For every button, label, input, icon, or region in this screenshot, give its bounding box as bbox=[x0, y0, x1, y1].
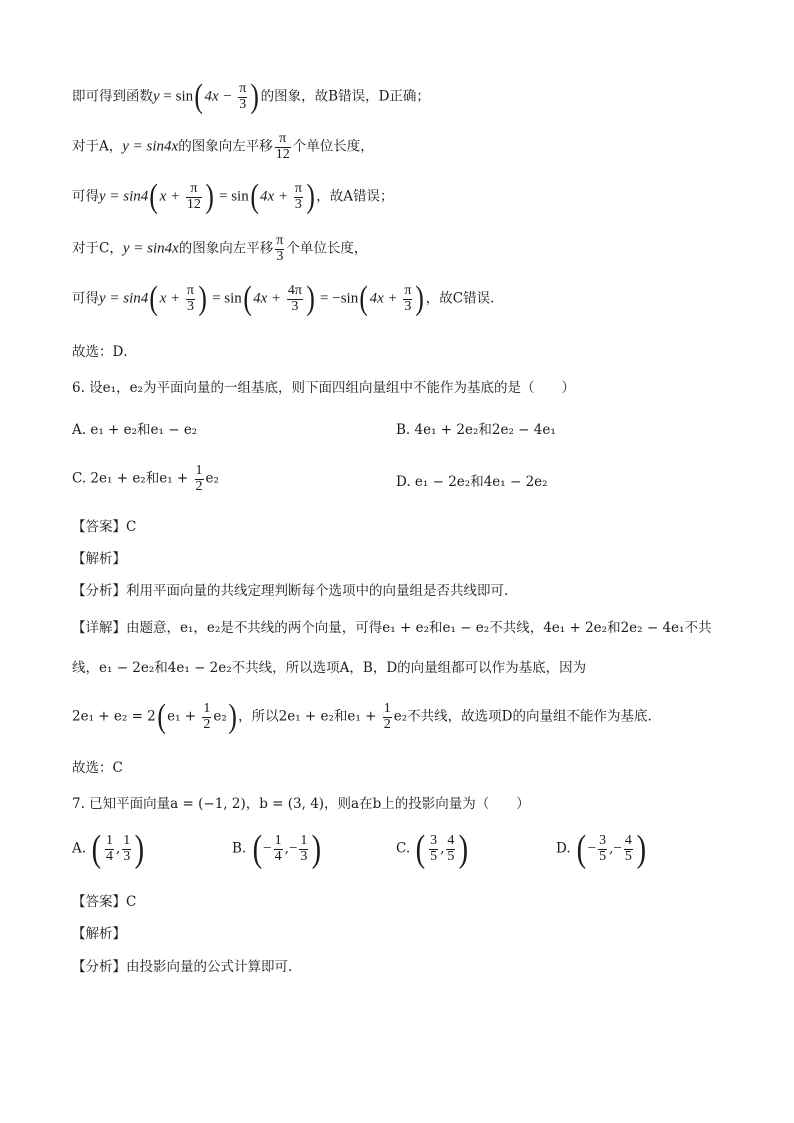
fraction: $\frac{\pi}{12}$ bbox=[186, 180, 201, 212]
solution-conclusion: 故选：D． bbox=[72, 344, 137, 360]
q6-option-c bbox=[72, 464, 219, 494]
text: 的图象，故B错误，D正确； bbox=[260, 88, 430, 105]
option-label: C. bbox=[396, 840, 411, 857]
option-label: A. bbox=[72, 840, 87, 857]
math: y = sin4x bbox=[122, 138, 179, 155]
fraction: $\frac{1}{2}$ bbox=[203, 700, 211, 732]
q7-fenxi: 【分析】由投影向量的公式计算即可. bbox=[72, 959, 293, 975]
math: e₁ + bbox=[167, 708, 201, 725]
fraction: $\frac{4\pi}{3}$ bbox=[287, 282, 302, 314]
math: 2e₁ + e₂ = 2 bbox=[72, 708, 156, 725]
text: 可得 bbox=[72, 290, 99, 307]
text: 的图象向左平移 bbox=[178, 240, 274, 257]
math: y = sin4 bbox=[99, 290, 149, 307]
text: 对于A， bbox=[72, 138, 123, 155]
q6-fenxi: 【分析】利用平面向量的共线定理判断每个选项中的向量组是否共线即可. bbox=[72, 583, 509, 599]
q6-choose: 故选：C bbox=[72, 760, 123, 776]
text: 个单位长度， bbox=[292, 138, 374, 155]
math: 4x + bbox=[260, 188, 292, 205]
text: e₂ bbox=[205, 470, 219, 487]
math: 4x + bbox=[253, 290, 285, 307]
text: 即可得到函数 bbox=[72, 88, 153, 105]
math: y = sin4 bbox=[99, 188, 149, 205]
fraction: $\frac{1}{2}$ bbox=[195, 463, 203, 494]
text: 可得 bbox=[72, 188, 99, 205]
fraction: $\frac{1}{2}$ bbox=[383, 700, 391, 732]
question-6-stem: 6. 设e₁，e₂为平面向量的一组基底，则下面四组向量组中不能作为基底的是（ ） bbox=[72, 380, 575, 396]
text: ，故A错误； bbox=[316, 188, 394, 205]
text: C. 2e₁ + e₂和e₁ + bbox=[72, 470, 193, 487]
text: 对于C， bbox=[72, 240, 123, 257]
q7-option-b: B. ( − $\frac{1}{4}$ ,− $\frac{1}{3}$ ) bbox=[232, 828, 322, 870]
q6-detail-2: 线，e₁ − 2e₂和4e₁ − 2e₂不共线，所以选项A，B，D的向量组都可以作为基底，因为 bbox=[72, 660, 587, 676]
text: ，故C错误. bbox=[425, 290, 495, 307]
text: ，所以2e₁ + e₂和e₁ + bbox=[238, 708, 381, 725]
solution-line-3: 可得y = sin4(x + $\frac{\pi}{12}$ ) = sin(4x + $\frac{\pi}{3}$ )，故A错误； bbox=[72, 178, 394, 215]
text: 个单位长度， bbox=[286, 240, 368, 257]
fraction: $\frac{\pi}{12}$ bbox=[275, 131, 290, 162]
text: 的图象向左平移 bbox=[178, 138, 273, 155]
q7-analysis-title: 【解析】 bbox=[72, 926, 126, 942]
fraction: $\frac{\pi}{3}$ bbox=[294, 180, 302, 212]
q7-answer: 【答案】C bbox=[72, 894, 137, 910]
text: e₂不共线，故选项D的向量组不能作为基底. bbox=[393, 708, 652, 725]
q6-answer: 【答案】C bbox=[72, 519, 137, 535]
q6-option-a: A. e₁ + e₂和e₁ − e₂ bbox=[72, 422, 198, 438]
q7-option-c: C. ( $\frac{3}{5}$ , $\frac{4}{5}$ ) bbox=[396, 828, 469, 870]
paren: ( bbox=[194, 78, 204, 115]
fraction: $\frac{\pi}{3}$ bbox=[404, 282, 412, 314]
math: x + bbox=[159, 188, 184, 205]
q6-detail-1: 【详解】由题意，e₁，e₂是不共线的两个向量，可得e₁ + e₂和e₁ − e₂不共线，4e₁ + 2e₂和2e₂ − 4e₁不共 bbox=[72, 620, 712, 636]
math: = sin bbox=[215, 188, 249, 205]
solution-line-4 bbox=[72, 234, 367, 264]
paren: ) bbox=[250, 78, 260, 115]
fraction: $\frac{\pi}{3}$ bbox=[186, 282, 194, 314]
q6-option-d: D. e₁ − 2e₂和4e₁ − 2e₂ bbox=[396, 474, 548, 490]
fraction: $\frac{\pi}{3}$ bbox=[276, 233, 284, 264]
math: 4x + bbox=[369, 290, 402, 307]
math: y bbox=[153, 88, 160, 105]
question-7-stem: 7. 已知平面向量a = (−1, 2)，b = (3, 4)，则a在b上的投影向量为（ ） bbox=[72, 796, 530, 812]
math: = sin bbox=[159, 88, 194, 105]
math: y = sin4x bbox=[122, 240, 179, 257]
option-label: D. bbox=[556, 840, 571, 857]
solution-line-1 bbox=[72, 80, 430, 114]
math: = sin bbox=[208, 290, 242, 307]
math: e₂ bbox=[213, 708, 227, 725]
fraction: $\frac{\pi}{3}$ bbox=[239, 80, 247, 112]
solution-line-2 bbox=[72, 132, 374, 162]
q6-detail-3: 2e₁ + e₂ = 2(e₁ + $\frac{1}{2}$ e₂)，所以2e₁ + e₂和e₁ + $\frac{1}{2}$ e₂不共线，故选项D的向量组不能作为基底. bbox=[72, 698, 652, 735]
q6-analysis-title: 【解析】 bbox=[72, 551, 126, 567]
q7-option-d: D. ( − $\frac{3}{5}$ ,− $\frac{4}{5}$ ) bbox=[556, 828, 646, 870]
math: x + bbox=[159, 290, 184, 307]
option-label: B. bbox=[232, 840, 247, 857]
math: = −sin bbox=[316, 290, 359, 307]
q6-option-b: B. 4e₁ + 2e₂和2e₂ − 4e₁ bbox=[396, 422, 556, 438]
solution-line-5: 可得y = sin4(x + $\frac{\pi}{3}$ ) = sin(4x + $\frac{4\pi}{3}$ ) = −sin(4x + $\frac{\pi}{3}$ )，故C错误. bbox=[72, 280, 495, 317]
math: 4x − bbox=[204, 88, 237, 105]
q7-option-a: A. ( $\frac{1}{4}$ , $\frac{1}{3}$ ) bbox=[72, 828, 145, 870]
